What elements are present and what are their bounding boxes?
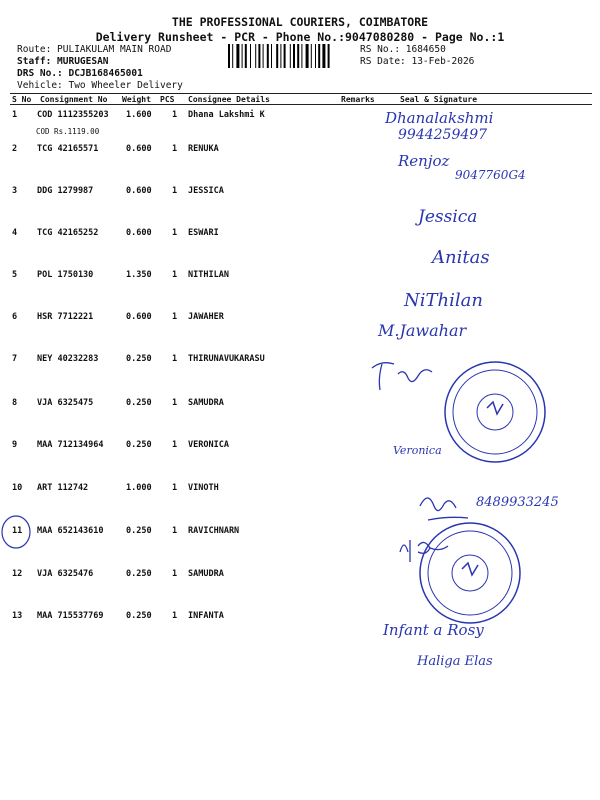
row-weight: 1.600: [126, 110, 152, 120]
row-pcs: 1: [172, 228, 178, 238]
col-header-remarks: Remarks: [341, 95, 375, 104]
barcode-bar: [280, 44, 281, 68]
barcode-bar: [250, 44, 251, 68]
barcode-bar: [311, 44, 312, 68]
row-sno: 13: [12, 611, 23, 621]
row-weight: 0.250: [126, 526, 152, 536]
col-header-weight: Weight: [122, 95, 151, 104]
row-pcs: 1: [172, 110, 178, 120]
row-sno: 8: [12, 398, 18, 408]
row-consignee: JESSICA: [188, 186, 224, 196]
document-title: THE PROFESSIONAL COURIERS, COIMBATORE: [171, 15, 429, 29]
row-pcs: 1: [172, 312, 178, 322]
col-header-sno: S No: [12, 95, 32, 104]
barcode: [228, 44, 356, 68]
col-header-signature: Seal & Signature: [400, 95, 478, 104]
signature-row-7: [372, 363, 432, 390]
row-weight: 0.250: [126, 440, 152, 450]
row-consignee: ESWARI: [188, 228, 219, 238]
barcode-bar: [232, 44, 233, 68]
row-weight: 0.600: [126, 228, 152, 238]
row-consignment-no: MAA 712134964: [37, 440, 104, 450]
row-pcs: 1: [172, 611, 178, 621]
row-consignee: INFANTA: [188, 611, 224, 621]
row-pcs: 1: [172, 354, 178, 364]
hw-r1-name: Dhanalakshmi: [385, 109, 494, 127]
row-consignment-no: TCG 42165571: [37, 144, 99, 154]
row-weight: 0.250: [126, 569, 152, 579]
row-weight: 0.600: [126, 144, 152, 154]
row-consignee: JAWAHER: [188, 312, 224, 322]
row-consignment-no: MAA 652143610: [37, 526, 104, 536]
row-consignment-no: MAA 715537769: [37, 611, 104, 621]
barcode-bar: [318, 44, 320, 68]
barcode-bar: [263, 44, 264, 68]
row-consignee: SAMUDRA: [188, 398, 224, 408]
row-consignee: VINOTH: [188, 483, 219, 493]
barcode-bar: [236, 44, 239, 68]
row-weight: 0.600: [126, 186, 152, 196]
stamp-2: [420, 523, 520, 623]
barcode-bar: [271, 44, 272, 68]
hw-r3: Jessica: [418, 207, 478, 227]
row-consignment-no: COD 1112355203: [37, 110, 109, 120]
header-rule-bottom: [10, 104, 592, 105]
row-consignment-no: DDG 1279987: [37, 186, 94, 196]
row-weight: 1.350: [126, 270, 152, 280]
rs-date: RS Date: 13-Feb-2026: [360, 56, 475, 67]
row-pcs: 1: [172, 144, 178, 154]
row-consignment-no: POL 1750130: [37, 270, 94, 280]
row-consignment-no: VJA 6325475: [37, 398, 94, 408]
row-sno: 9: [12, 440, 18, 450]
barcode-bar: [255, 44, 256, 68]
hw-r13a: Infant a Rosy: [383, 621, 484, 639]
col-header-consignee: Consignee Details: [188, 95, 270, 104]
row-consignment-no: ART 112742: [37, 483, 89, 493]
hw-r2-name: Renjoz: [398, 152, 450, 170]
header-rule-top: [10, 93, 592, 94]
hw-r4: Anitas: [432, 247, 490, 268]
row-consignee: Dhana Lakshmi K: [188, 110, 265, 120]
row-pcs: 1: [172, 569, 178, 579]
barcode-bar: [293, 44, 295, 68]
row-sno: 7: [12, 354, 18, 364]
row-sno: 12: [12, 569, 23, 579]
row-consignee: RAVICHNARN: [188, 526, 240, 536]
row-weight: 0.250: [126, 611, 152, 621]
route: Route: PULIAKULAM MAIN ROAD: [17, 44, 172, 55]
row-consignee: SAMUDRA: [188, 569, 224, 579]
row-consignee: RENUKA: [188, 144, 219, 154]
drs-number: DRS No.: DCJB168465001: [17, 68, 143, 79]
document-subtitle: Delivery Runsheet - PCR - Phone No.:9047080280 - Page No.:1: [95, 30, 505, 44]
barcode-bar: [258, 44, 260, 68]
row-consignment-no: VJA 6325476: [37, 569, 94, 579]
row-consignee: THIRUNAVUKARASU: [188, 354, 265, 364]
rs-number: RS No.: 1684650: [360, 44, 446, 55]
row-pcs: 1: [172, 483, 178, 493]
row-consignment-no: NEY 40232283: [37, 354, 99, 364]
stamp-1: [445, 362, 545, 462]
row-sno: 4: [12, 228, 18, 238]
barcode-bar: [245, 44, 247, 68]
row-pcs: 1: [172, 526, 178, 536]
hw-r1-phone: 9944259497: [398, 127, 488, 143]
hw-r10-phone: 8489933245: [476, 495, 559, 510]
row-sno: 1: [12, 110, 18, 120]
hw-r5: NiThilan: [404, 290, 483, 311]
row-sno: 10: [12, 483, 23, 493]
barcode-bar: [315, 44, 316, 68]
staff: Staff: MURUGESAN: [17, 56, 109, 67]
row-pcs: 1: [172, 270, 178, 280]
signature-row-11: [400, 540, 448, 562]
row-pcs: 1: [172, 440, 178, 450]
row-weight: 0.600: [126, 312, 152, 322]
barcode-bar: [267, 44, 269, 68]
row-consignee: NITHILAN: [188, 270, 229, 280]
vehicle: Vehicle: Two Wheeler Delivery: [17, 80, 183, 91]
barcode-bar: [242, 44, 243, 68]
row-weight: 0.250: [126, 398, 152, 408]
hw-r13b: Haliga Elas: [417, 654, 493, 669]
hw-r9: Veronica: [393, 444, 442, 457]
row-sno: 5: [12, 270, 18, 280]
row-consignment-no: HSR 7712221: [37, 312, 94, 322]
col-header-consignment: Consignment No: [40, 95, 108, 104]
barcode-bar: [322, 44, 325, 68]
row-sno: 11: [12, 526, 23, 536]
row-sno: 3: [12, 186, 18, 196]
row-weight: 0.250: [126, 354, 152, 364]
col-header-pcs: PCS: [160, 95, 175, 104]
row-weight: 1.000: [126, 483, 152, 493]
row-sno: 2: [12, 144, 18, 154]
barcode-bar: [328, 44, 330, 68]
row-sno: 6: [12, 312, 18, 322]
barcode-bar: [297, 44, 299, 68]
barcode-bar: [228, 44, 230, 68]
hw-r6: M.Jawahar: [378, 321, 467, 340]
row-pcs: 1: [172, 186, 178, 196]
row-consignee: VERONICA: [188, 440, 229, 450]
hw-r2-phone: 9047760G4: [455, 168, 526, 182]
barcode-bar: [306, 44, 309, 68]
signature-row-10: [420, 498, 468, 520]
row-pcs: 1: [172, 398, 178, 408]
barcode-bar: [284, 44, 286, 68]
row-consignment-no: TCG 42165252: [37, 228, 99, 238]
barcode-bar: [276, 44, 278, 68]
barcode-bar: [290, 44, 291, 68]
cod-amount: COD Rs.1119.00: [36, 127, 100, 136]
barcode-bar: [301, 44, 302, 68]
